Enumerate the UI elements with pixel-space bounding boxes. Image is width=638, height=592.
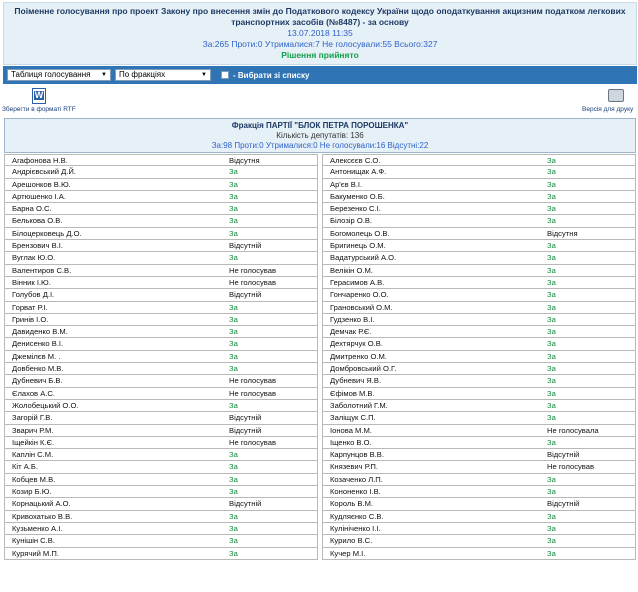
deputy-cell: [322, 228, 636, 240]
deputy-cell: [4, 240, 318, 252]
table-row: [4, 166, 636, 178]
deputy-name: Агафонова Н.В.: [12, 156, 68, 165]
chevron-down-icon: ▼: [101, 72, 107, 78]
table-row: [4, 215, 636, 227]
deputy-vote: Не голосував: [229, 437, 277, 447]
deputy-name: Белькова О.В.: [12, 216, 63, 226]
vote-counts: За:265 Проти:0 Утрималися:7 Не голосували:55 Всього:327: [202, 39, 438, 49]
deputy-cell: [4, 548, 318, 560]
deputy-name: Ар'єв В.І.: [330, 179, 363, 189]
deputy-cell: [322, 511, 636, 523]
table-row: [4, 277, 636, 289]
deputy-vote: За: [547, 216, 556, 226]
deputy-name: Кривохатько В.В.: [12, 511, 73, 521]
toolbar: [3, 66, 637, 84]
deputy-cell: [4, 166, 318, 178]
table-row: [4, 265, 636, 277]
deputy-vote: Не голосувала: [547, 425, 599, 435]
table-row: [4, 437, 636, 449]
deputy-cell: [4, 302, 318, 314]
deputy-vote: За: [229, 204, 238, 214]
deputy-name: Іонова М.М.: [330, 425, 372, 435]
table-row: [4, 388, 636, 400]
view-select-value: Таблиця голосування: [11, 70, 91, 79]
deputy-vote: За: [547, 179, 556, 189]
deputy-vote: За: [229, 253, 238, 263]
deputy-vote: За: [547, 388, 556, 398]
deputy-cell: [4, 179, 318, 191]
deputy-vote: За: [229, 228, 238, 238]
deputy-vote: Відсутня: [547, 228, 578, 238]
group-select[interactable]: [115, 69, 211, 81]
deputy-name: Кіт А.Б.: [12, 462, 38, 472]
deputy-vote: За: [547, 474, 556, 484]
deputy-vote: За: [229, 216, 238, 226]
deputy-vote: За: [229, 450, 238, 460]
deputy-name: Заліщук С.П.: [330, 413, 376, 423]
deputy-cell: [322, 363, 636, 375]
deputy-vote: Відсутній: [229, 290, 262, 300]
deputy-vote: За: [229, 167, 238, 177]
deputy-cell: [322, 338, 636, 350]
deputy-vote: За: [547, 241, 556, 251]
deputy-name: Кобцев М.В.: [12, 474, 56, 484]
deputy-vote: За: [229, 191, 238, 201]
deputy-cell: [322, 486, 636, 498]
deputy-cell: [4, 375, 318, 387]
deputy-vote: Відсутній: [547, 450, 580, 460]
deputy-vote: Відсутній: [229, 413, 262, 423]
deputy-vote: За: [547, 523, 556, 533]
deputy-vote: За: [229, 327, 238, 337]
deputy-name: Барна О.С.: [12, 204, 52, 214]
table-row: [4, 400, 636, 412]
deputy-cell: [322, 548, 636, 560]
deputy-cell: [322, 203, 636, 215]
table-row: [4, 375, 636, 387]
deputy-name: Кононенко І.В.: [330, 487, 381, 497]
deputy-name: Єфімов М.В.: [330, 388, 375, 398]
deputy-vote: За: [229, 462, 238, 472]
actions-bar: [0, 87, 638, 117]
table-row: [4, 228, 636, 240]
deputy-vote: За: [229, 536, 238, 546]
deputy-name: Джемілєв М. .: [12, 351, 61, 361]
deputy-name: Вуглак Ю.О.: [12, 253, 56, 263]
word-document-icon[interactable]: [32, 88, 46, 104]
deputy-cell: [322, 449, 636, 461]
deputy-vote: За: [547, 204, 556, 214]
deputy-name: Алексєєв С.О.: [330, 156, 381, 165]
deputy-vote: За: [547, 511, 556, 521]
deputy-vote: Не голосував: [229, 388, 277, 398]
view-select[interactable]: [7, 69, 111, 81]
group-select-value: По фракціях: [119, 70, 166, 79]
deputy-cell: [322, 314, 636, 326]
deputy-name: Кучер М.І.: [330, 548, 366, 558]
chevron-down-icon: ▼: [201, 72, 207, 78]
deputy-vote: За: [547, 290, 556, 300]
table-row: [4, 474, 636, 486]
table-row: [4, 351, 636, 363]
deputy-cell: [4, 228, 318, 240]
deputy-name: Король В.М.: [330, 499, 374, 509]
deputy-vote: За: [547, 191, 556, 201]
printer-icon[interactable]: [608, 89, 624, 102]
deputy-name: Андрієвський Д.Й.: [12, 167, 76, 177]
deputy-name: Давиденко В.М.: [12, 327, 68, 337]
deputy-name: Зварич Р.М.: [12, 425, 54, 435]
deputy-vote: За: [547, 253, 556, 263]
print-version-link[interactable]: Версія для друку: [582, 106, 634, 113]
deputy-cell: [322, 179, 636, 191]
deputy-cell: [322, 498, 636, 510]
deputy-name: Каплін С.М.: [12, 450, 54, 460]
deputy-cell: [4, 498, 318, 510]
deputy-vote: За: [229, 339, 238, 349]
deputy-cell: [4, 535, 318, 547]
deputy-vote: За: [229, 179, 238, 189]
deputy-cell: [4, 191, 318, 203]
deputy-name: Кузьменко А.І.: [12, 523, 63, 533]
deputy-vote: За: [229, 302, 238, 312]
deputy-cell: [4, 474, 318, 486]
deputy-name: Кулініченко І.І.: [330, 523, 381, 533]
deputy-name: Березенко С.І.: [330, 204, 381, 214]
deputy-vote: За: [547, 167, 556, 177]
deputy-cell: [322, 400, 636, 412]
table-row: [4, 498, 636, 510]
deputy-name: Кунішін С.В.: [12, 536, 55, 546]
table-row: [4, 425, 636, 437]
deputy-vote: За: [229, 511, 238, 521]
deputy-cell: [4, 277, 318, 289]
deputy-vote: За: [229, 487, 238, 497]
table-row: [4, 449, 636, 461]
deputy-vote: Відсутній: [229, 241, 262, 251]
deputy-cell: [4, 400, 318, 412]
deputy-vote: Відсутній: [547, 499, 580, 509]
deputy-vote: Не голосував: [229, 277, 277, 287]
deputy-cell: [4, 363, 318, 375]
deputy-vote: Відсутня: [229, 156, 260, 165]
deputy-vote: За: [547, 548, 556, 558]
table-row: [4, 363, 636, 375]
deputy-name: Домбровський О.Г.: [330, 364, 397, 374]
deputy-cell: [322, 437, 636, 449]
faction-name: Фракція ПАРТІЇ "БЛОК ПЕТРА ПОРОШЕНКА": [231, 121, 409, 130]
deputy-name: Дубневич Б.В.: [12, 376, 63, 386]
deputy-name: Курило В.С.: [330, 536, 373, 546]
deputy-cell: [322, 166, 636, 178]
faction-summary: За:98 Проти:0 Утрималися:0 Не голосували:16 Відсутні:22: [211, 141, 429, 150]
deputy-cell: [4, 523, 318, 535]
table-row: [4, 191, 636, 203]
deputy-cell: [4, 154, 318, 166]
deputy-vote: За: [547, 314, 556, 324]
deputy-vote: За: [547, 156, 556, 165]
deputy-vote: За: [547, 400, 556, 410]
table-row: [4, 314, 636, 326]
deputy-cell: [4, 252, 318, 264]
deputy-name: Дехтярчук О.В.: [330, 339, 383, 349]
deputy-name: Іщенко В.О.: [330, 437, 372, 447]
deputy-cell: [322, 388, 636, 400]
deputy-name: Арешонков В.Ю.: [12, 179, 71, 189]
deputy-cell: [4, 486, 318, 498]
deputy-vote: Відсутній: [229, 425, 262, 435]
deputy-cell: [322, 535, 636, 547]
deputy-vote: За: [547, 302, 556, 312]
deputy-name: Бригинець О.М.: [330, 241, 386, 251]
deputy-cell: [322, 265, 636, 277]
deputy-vote: За: [547, 277, 556, 287]
table-row: [4, 302, 636, 314]
deputy-name: Герасимов А.В.: [330, 277, 385, 287]
deputy-name: Демчак Р.Є.: [330, 327, 372, 337]
deputy-cell: [322, 154, 636, 166]
deputy-cell: [322, 425, 636, 437]
deputy-cell: [322, 461, 636, 473]
deputy-cell: [4, 326, 318, 338]
deputy-name: Денисенко В.І.: [12, 339, 64, 349]
vote-title: Поіменне голосування про проект Закону про внесення змін до Податкового кодексу України щодо оподаткування акцизним податком легкових транспортних засобів (№8487) - за основу: [14, 6, 626, 27]
table-row: [4, 338, 636, 350]
deputy-vote: За: [547, 487, 556, 497]
faction-count: Кількість депутатів: 136: [276, 131, 364, 140]
save-rtf-link[interactable]: Зберегти в форматі RTF: [2, 106, 76, 113]
deputy-name: Вінник І.Ю.: [12, 277, 51, 287]
choose-from-list-label: - Вибрати зі списку: [233, 70, 310, 80]
deputy-name: Голубов Д.І.: [12, 290, 55, 300]
deputy-vote: За: [547, 265, 556, 275]
deputy-vote: За: [547, 351, 556, 361]
choose-from-list-checkbox[interactable]: [221, 71, 229, 79]
deputy-cell: [4, 425, 318, 437]
vote-decision: Рішення прийнято: [281, 50, 359, 60]
deputy-vote: За: [547, 437, 556, 447]
deputy-vote: Не голосував: [229, 376, 277, 386]
deputy-cell: [322, 412, 636, 424]
deputy-cell: [4, 203, 318, 215]
deputy-name: Артюшенко І.А.: [12, 191, 66, 201]
table-row: [4, 511, 636, 523]
deputy-vote: За: [229, 548, 238, 558]
deputy-name: Вадатурський А.О.: [330, 253, 397, 263]
table-row: [4, 179, 636, 191]
deputy-cell: [322, 191, 636, 203]
table-row: [4, 412, 636, 424]
deputy-cell: [4, 314, 318, 326]
deputy-cell: [4, 338, 318, 350]
deputy-name: Гринів І.О.: [12, 314, 49, 324]
table-row: [4, 326, 636, 338]
deputy-name: Довбенко М.В.: [12, 364, 64, 374]
deputy-name: Грановський О.М.: [330, 302, 393, 312]
deputy-name: Брензович В.І.: [12, 241, 63, 251]
deputy-name: Антонищак А.Ф.: [330, 167, 387, 177]
deputy-name: Богомолець О.В.: [330, 228, 390, 238]
table-row: [4, 486, 636, 498]
vote-datetime: 13.07.2018 11:35: [287, 28, 353, 38]
deputy-name: Жолобецький О.О.: [12, 400, 79, 410]
table-row: [4, 523, 636, 535]
deputy-name: Білоцерковець Д.О.: [12, 228, 82, 238]
deputy-cell: [4, 461, 318, 473]
deputy-cell: [322, 375, 636, 387]
deputy-name: Корнацький А.О.: [12, 499, 71, 509]
table-row: [4, 535, 636, 547]
deputy-name: Кудляєнко С.В.: [330, 511, 384, 521]
deputy-vote: За: [547, 376, 556, 386]
deputy-cell: [4, 437, 318, 449]
deputy-name: Дубневич Я.В.: [330, 376, 382, 386]
table-row: [4, 289, 636, 301]
deputy-name: Валентиров С.В.: [12, 265, 72, 275]
deputy-name: Іщейкін К.Є.: [12, 437, 55, 447]
deputy-cell: [4, 412, 318, 424]
deputy-name: Заболотний Г.М.: [330, 400, 388, 410]
table-row: [4, 252, 636, 264]
deputy-name: Гончаренко О.О.: [330, 290, 389, 300]
deputy-vote: За: [229, 351, 238, 361]
table-row: [4, 154, 636, 166]
deputies-table: [4, 154, 636, 560]
deputy-name: Козаченко Л.П.: [330, 474, 383, 484]
deputy-vote: За: [229, 314, 238, 324]
deputy-cell: [322, 302, 636, 314]
deputy-vote: За: [547, 339, 556, 349]
deputy-cell: [322, 523, 636, 535]
deputy-vote: Не голосував: [547, 462, 595, 472]
deputy-cell: [322, 474, 636, 486]
table-row: [4, 240, 636, 252]
deputy-cell: [322, 326, 636, 338]
vote-header: [3, 2, 637, 65]
table-row: [4, 548, 636, 560]
deputy-cell: [322, 277, 636, 289]
deputy-name: Велікін О.М.: [330, 265, 373, 275]
deputy-cell: [4, 289, 318, 301]
deputy-cell: [4, 388, 318, 400]
deputy-vote: За: [229, 400, 238, 410]
deputy-vote: За: [547, 536, 556, 546]
deputy-cell: [4, 511, 318, 523]
table-row: [4, 461, 636, 473]
deputy-cell: [4, 215, 318, 227]
faction-header: [4, 118, 636, 153]
deputy-name: Карпунцов В.В.: [330, 450, 384, 460]
deputy-vote: Не голосував: [229, 265, 277, 275]
deputy-cell: [322, 351, 636, 363]
deputy-cell: [322, 289, 636, 301]
deputy-cell: [322, 240, 636, 252]
deputy-name: Єлахов А.С.: [12, 388, 55, 398]
deputy-vote: За: [547, 364, 556, 374]
deputy-name: Горват Р.І.: [12, 302, 48, 312]
deputy-cell: [322, 252, 636, 264]
deputy-vote: За: [547, 413, 556, 423]
deputy-cell: [4, 351, 318, 363]
deputy-vote: Відсутній: [229, 499, 262, 509]
deputy-vote: За: [229, 364, 238, 374]
deputy-name: Козир Б.Ю.: [12, 487, 52, 497]
deputy-name: Бакуменко О.Б.: [330, 191, 385, 201]
deputy-name: Білозір О.В.: [330, 216, 373, 226]
deputy-vote: За: [229, 523, 238, 533]
deputy-name: Гудзенко В.І.: [330, 314, 375, 324]
deputy-cell: [4, 449, 318, 461]
deputy-cell: [322, 215, 636, 227]
deputy-vote: За: [229, 474, 238, 484]
deputy-name: Князевич Р.П.: [330, 462, 378, 472]
deputy-vote: За: [547, 327, 556, 337]
deputy-name: Загорій Г.В.: [12, 413, 53, 423]
deputy-cell: [4, 265, 318, 277]
deputy-name: Дмитренко О.М.: [330, 351, 387, 361]
table-row: [4, 203, 636, 215]
deputy-name: Курячий М.П.: [12, 548, 59, 558]
